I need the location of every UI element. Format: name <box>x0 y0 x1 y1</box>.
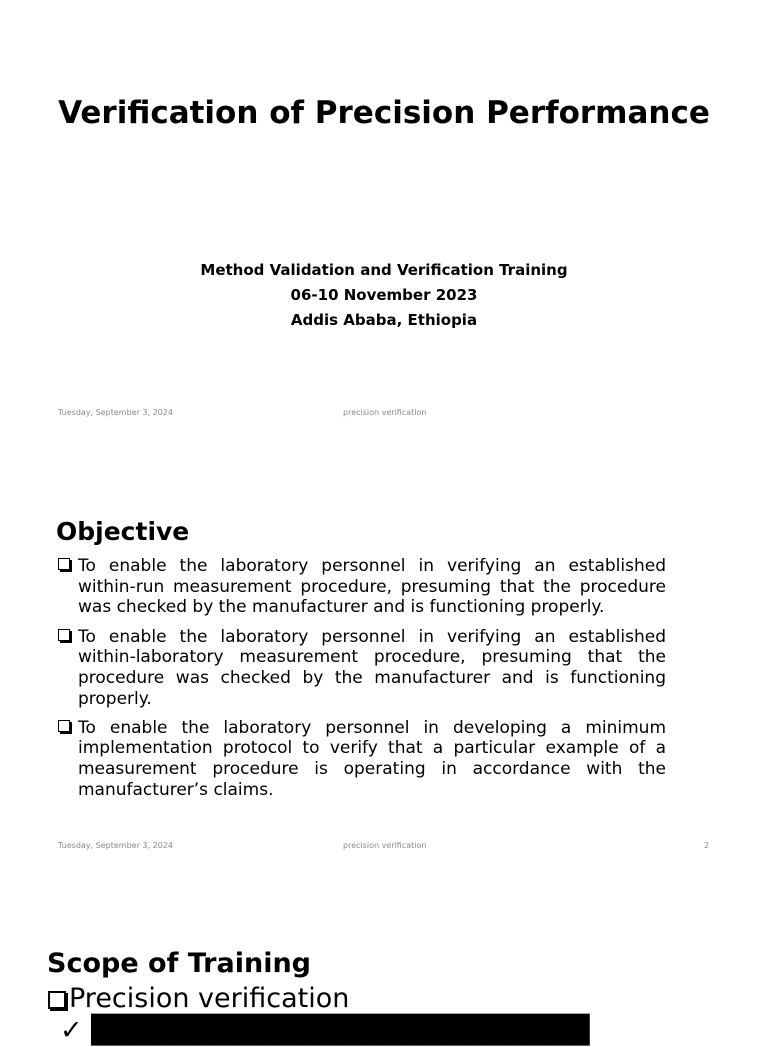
subtitle-training-name: Method Validation and Verification Training <box>200 261 568 279</box>
title-slide <box>0 0 768 432</box>
footer-topic: precision verification <box>343 841 427 850</box>
page-number: 2 <box>704 841 710 850</box>
objective-text: To enable the laboratory personnel in verifying an established within-run measurement procedure, presuming that the procedure was checked by the manufacturer and is functioning properly. <box>78 556 666 618</box>
checkbox-bullet-icon <box>48 991 66 1009</box>
list-item <box>56 556 666 618</box>
subtitle-location: Addis Ababa, Ethiopia <box>290 311 478 329</box>
objective-text: To enable the laboratory personnel in developing a minimum implementation protocol to verify that a particular example of a measurement procedure is operating in accordance with the manufacturer’s claims. <box>78 717 666 800</box>
footer-topic: precision verification <box>343 408 427 417</box>
objective-slide <box>0 432 768 864</box>
scope-heading: Scope of Training <box>47 948 312 979</box>
footer-date: Tuesday, September 3, 2024 <box>58 408 173 417</box>
truncated-text-fragment: ✓ ████████████████████████ <box>60 1015 590 1046</box>
scope-slide <box>0 864 768 1046</box>
objective-list <box>56 556 666 809</box>
objective-heading: Objective <box>56 517 190 546</box>
list-item <box>56 718 666 801</box>
slide-title: Verification of Precision Performance <box>58 95 710 131</box>
scope-item-text: Precision verification <box>69 983 350 1014</box>
objective-text: To enable the laboratory personnel in verifying an established within-laboratory measurement procedure, presuming that the procedure was checked by the manufacturer and is functioning properly. <box>78 626 666 709</box>
checkbox-bullet-icon <box>58 558 70 570</box>
list-item <box>56 627 666 710</box>
checkbox-bullet-icon <box>58 720 70 732</box>
subtitle-date: 06-10 November 2023 <box>290 286 478 304</box>
checkbox-bullet-icon <box>58 629 70 641</box>
footer-date: Tuesday, September 3, 2024 <box>58 841 173 850</box>
list-item <box>47 983 349 1015</box>
